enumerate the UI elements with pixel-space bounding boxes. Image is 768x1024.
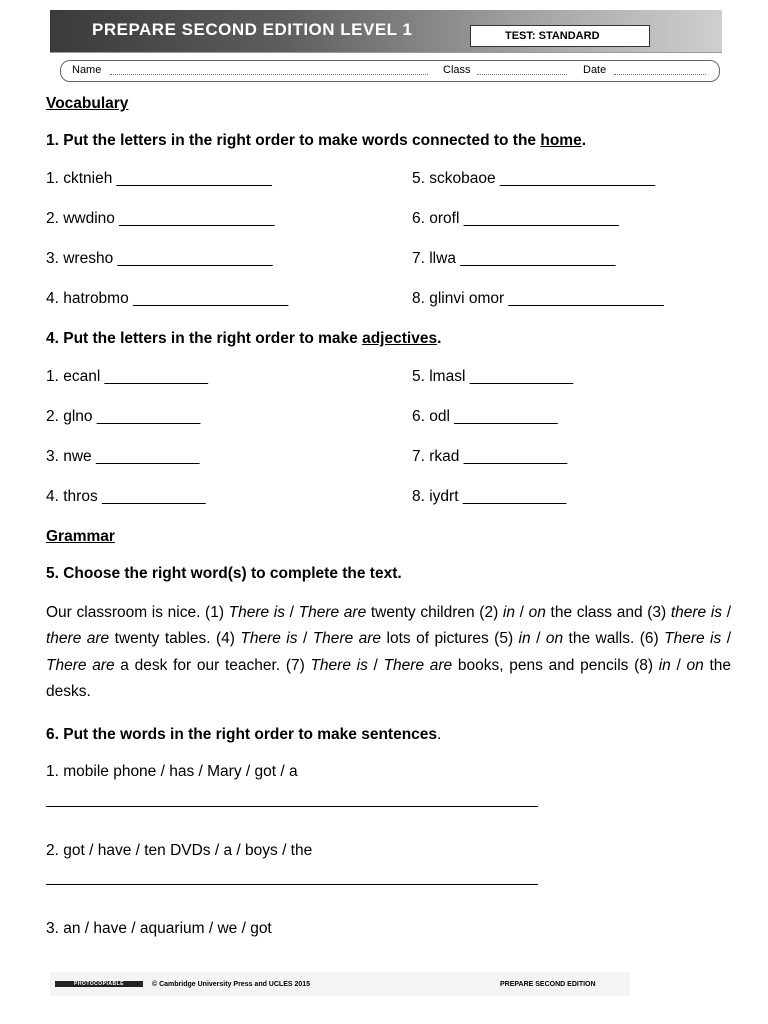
question-5-paragraph: Our classroom is nice. (1) There is / There are twenty children (2) in / on the class and (3) there is / there are twenty tables. (4) There is / There are lots of pictures (5) in / on the walls. (6) There is / There are a desk for our teacher. (7) There is / There are books, pens and pencils (8) in / on the desks. [46,604,732,700]
q1-item: 7. llwa __________________ [412,250,616,267]
q1-item: 1. cktnieh __________________ [46,170,272,187]
q4-item: 2. glno ____________ [46,408,201,425]
name-field[interactable] [110,74,428,75]
q4-item: 3. nwe ____________ [46,448,200,465]
date-label: Date [583,64,607,76]
question-6-instruction: 6. Put the words in the right order to make sentences. [46,726,442,743]
answer-line[interactable] [46,884,538,885]
section-heading-grammar: Grammar [46,528,115,545]
copyright-text: © Cambridge University Press and UCLES 2015 [152,981,311,988]
q1-item: 5. sckobaoe __________________ [412,170,656,187]
date-field[interactable] [614,74,706,75]
q4-item: 8. iydrt ____________ [412,488,567,505]
q1-item: 4. hatrobmo __________________ [46,290,289,307]
q6-item: 1. mobile phone / has / Mary / got / a [46,763,298,780]
name-label: Name [72,64,102,76]
page-title: PREPARE SECOND EDITION LEVEL 1 [92,20,413,39]
q6-item: 2. got / have / ten DVDs / a / boys / the [46,842,313,859]
q1-item: 8. glinvi omor __________________ [412,290,664,307]
edition-text: PREPARE SECOND EDITION [500,981,596,988]
class-label: Class [443,64,471,76]
q4-item: 7. rkad ____________ [412,448,568,465]
header-divider [50,52,722,53]
q4-item: 4. thros ____________ [46,488,206,505]
class-field[interactable] [477,74,567,75]
q1-item: 2. wwdino __________________ [46,210,275,227]
question-1-instruction: 1. Put the letters in the right order to make words connected to the home. [46,132,587,149]
q4-item: 1. ecanl ____________ [46,368,209,385]
q6-item: 3. an / have / aquarium / we / got [46,920,272,937]
test-type-label: TEST: STANDARD [470,25,650,47]
question-4-instruction: 4. Put the letters in the right order to make adjectives. [46,330,442,347]
q4-item: 5. lmasl ____________ [412,368,574,385]
q1-item: 6. orofl __________________ [412,210,619,227]
section-heading-vocabulary: Vocabulary [46,95,129,112]
answer-line[interactable] [46,806,538,807]
q4-item: 6. odl ____________ [412,408,558,425]
q1-item: 3. wresho __________________ [46,250,273,267]
student-info-box [60,60,720,82]
photocopiable-badge: PHOTOCOPIABLE [55,981,143,987]
question-5-instruction: 5. Choose the right word(s) to complete the text. [46,565,402,582]
